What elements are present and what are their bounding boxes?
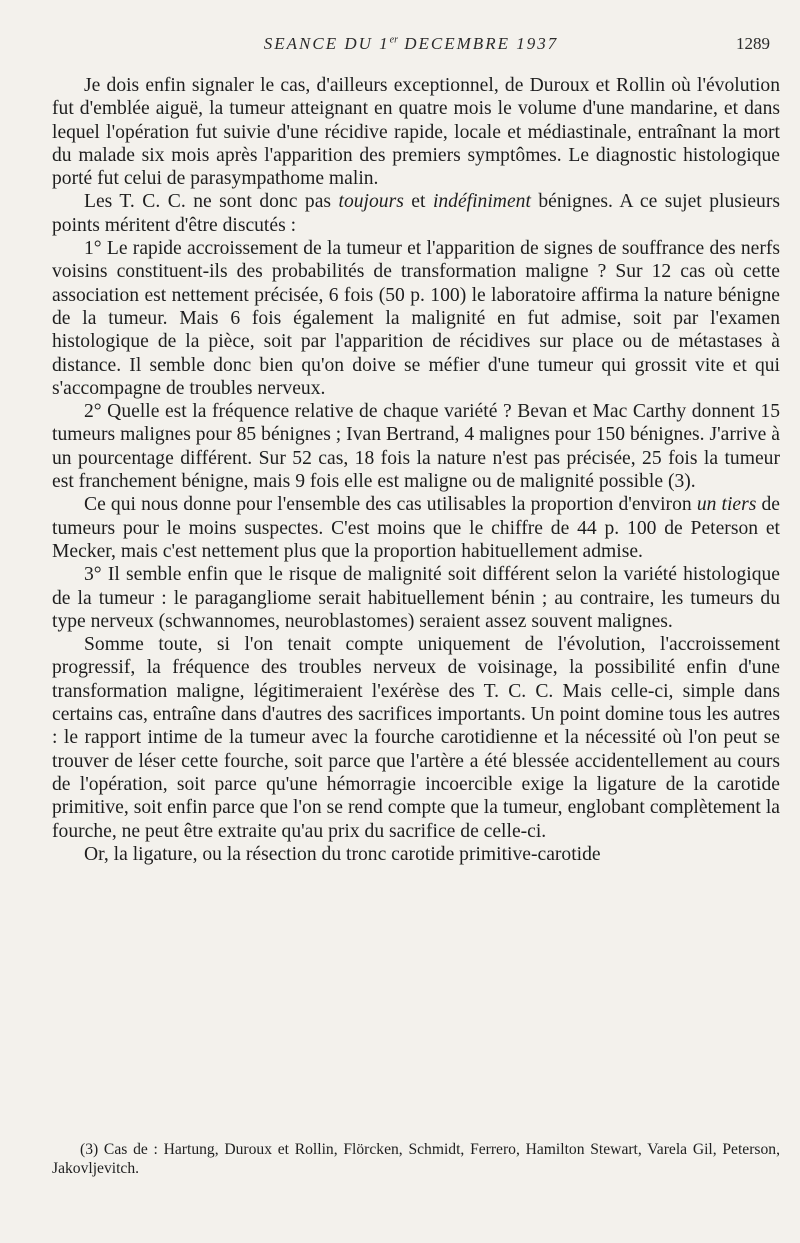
footnote bbox=[52, 1140, 780, 1178]
header-title-part-a: SEANCE DU 1 bbox=[263, 34, 390, 53]
paragraph bbox=[52, 843, 780, 866]
text-run: 3° Il semble enfin que le risque de malignité soit différent selon la variété histologique de la tumeur : le paragangliome serait habituellement bénin ; au contraire, les tumeurs du type nerveux (schwannomes, neuroblastomes) seraient assez souvent malignes. bbox=[52, 564, 780, 632]
text-run: 2° Quelle est la fréquence relative de chaque variété ? Bevan et Mac Carthy donnent 15 tumeurs malignes pour 85 bénignes ; Ivan Bertrand, 4 malignes pour 150 bénignes. J'arrive à un pourcentage différent. Sur 52 cas, 18 fois la nature n'est pas précisée, 25 fois la tumeur est franchement bénigne, mais 9 fois elle est maligne ou de malignité possible (3). bbox=[52, 401, 780, 493]
text-run: Je dois enfin signaler le cas, d'ailleurs exceptionnel, de Duroux et Rollin où l'évolution fut d'emblée aiguë, la tumeur atteignant en quatre mois le volume d'une mandarine, et dans lequel l'opération fut suivie d'une récidive rapide, locale et médiastinale, entraînant la mort du malade six mois après l'apparition des premiers symptômes. Le diagnostic histologique porté fut celui de parasympathome malin. bbox=[52, 75, 780, 190]
page-number: 1289 bbox=[736, 34, 770, 53]
header-title-superscript: er bbox=[389, 34, 399, 46]
text-run: Les T. C. C. ne sont donc pas bbox=[84, 191, 339, 213]
paragraph bbox=[52, 237, 780, 400]
text-run: 1° Le rapide accroissement de la tumeur et l'apparition de signes de souffrance des nerfs voisins constituent-ils des probabilités de transformation maligne ? Sur 12 cas où cette association est nettement précisée, 6 fois (50 p. 100) le laboratoire affirma la nature bénigne de la tumeur. Mais 6 fois également la malignité en fut admise, soit par l'examen histologique de la pièce, soit par l'apparition de récidives sur place ou de métastases à distance. Il semble donc bien qu'on doive se méfier d'une tumeur qui grossit vite et qui s'accompagne de troubles nerveux. bbox=[52, 238, 780, 399]
paragraph bbox=[52, 190, 780, 237]
paragraph bbox=[52, 633, 780, 843]
text-run: Ce qui nous donne pour l'ensemble des cas utilisables la proportion d'environ bbox=[84, 494, 697, 516]
italic-text: indéfiniment bbox=[432, 191, 531, 213]
footnote-text: (3) Cas de : Hartung, Duroux et Rollin, Flörcken, Schmidt, Ferrero, Hamilton Stewart, Varela Gil, Peterson, Jakovljevitch. bbox=[52, 1141, 780, 1177]
running-header bbox=[52, 34, 770, 60]
text-run: Or, la ligature, ou la résection du tronc carotide primitive-carotide bbox=[84, 843, 601, 865]
paragraph bbox=[52, 563, 780, 633]
paragraph bbox=[52, 74, 780, 190]
header-title-part-b: DECEMBRE 1937 bbox=[398, 34, 559, 53]
italic-text: toujours bbox=[338, 191, 404, 213]
text-run: Somme toute, si l'on tenait compte uniquement de l'évolution, l'accroissement progressif, la fréquence des troubles nerveux de voisinage, la possibilité enfin d'une transformation maligne, légitimeraient l'exérèse des T. C. C. Mais celle-ci, simple dans certains cas, entraîne dans d'autres des sacrifices importants. Un point domine tous les autres : le rapport intime de la tumeur avec la fourche carotidienne et la nécessité où l'on peut se trouver de léser cette fourche, soit parce que l'artère a été blessée accidentellement au cours de l'opération, soit parce qu'une hémorragie incoercible exige la ligature de la carotide primitive, soit enfin parce que l'on se rend compte que la tumeur, englobant complètement la fourche, ne peut être extraite qu'au prix du sacrifice de celle-ci. bbox=[52, 634, 780, 842]
paragraph bbox=[52, 493, 780, 563]
body-text bbox=[52, 74, 780, 866]
text-run: et bbox=[403, 191, 433, 213]
text-run: de tumeurs pour le moins suspectes. C'est moins que le chiffre de 44 p. 100 de Peterson et Mecker, mais c'est nettement plus que la proportion habituellement admise. bbox=[52, 494, 781, 562]
header-title bbox=[52, 34, 770, 54]
paragraph bbox=[52, 400, 780, 493]
italic-text: un tiers bbox=[696, 494, 757, 516]
text-run: bénignes. A ce sujet plusieurs points méritent d'être discutés : bbox=[52, 191, 780, 236]
